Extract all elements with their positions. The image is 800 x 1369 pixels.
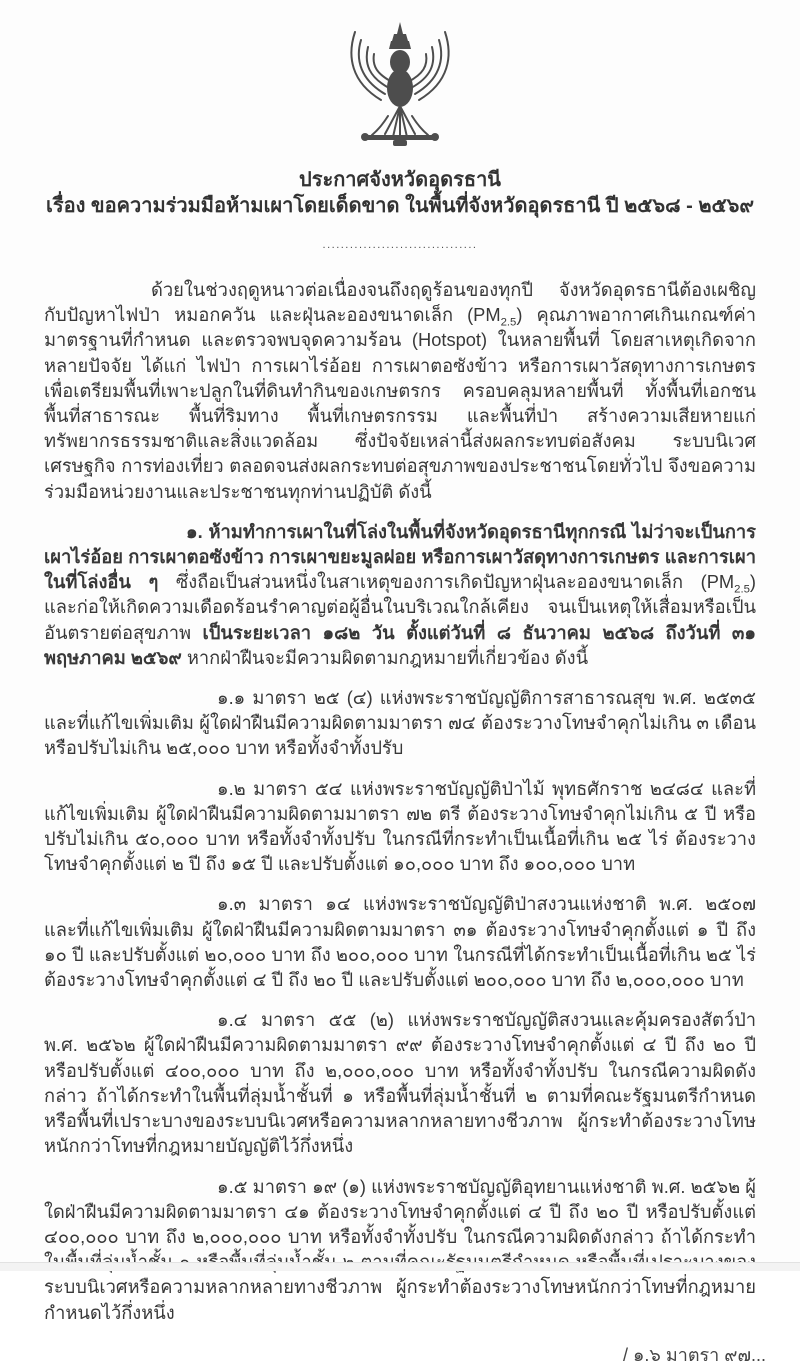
document-body	[0, 277, 800, 1325]
emblem-container	[0, 0, 800, 159]
dotted-separator: ..................................	[322, 239, 478, 251]
paragraph-item-1-2: ๑.๒ มาตรา ๕๔ แห่งพระราชบัญญัติป่าไม้ พุทธศักราช ๒๔๘๔ และที่แก้ไขเพิ่มเติม ผู้ใดฝ่าฝืนมีความผิดตามมาตรา ๗๒ ตรี ต้องระวางโทษจำคุกไม่เกิน ๕ ปี หรือปรับไม่เกิน ๕๐,๐๐๐ บาท หรือทั้งจำทั้งปรับ ในกรณีที่กระทำเป็นเนื้อที่เกิน ๒๕ ไร่ ต้องระวางโทษจำคุกตั้งแต่ ๒ ปี ถึง ๑๕ ปี และปรับตั้งแต่ ๑๐,๐๐๐ บาท ถึง ๑๐๐,๐๐๐ บาท	[44, 777, 756, 875]
paragraph-item-1-4: ๑.๔ มาตรา ๕๕ (๒) แห่งพระราชบัญญัติสงวนและคุ้มครองสัตว์ป่า พ.ศ. ๒๕๖๒ ผู้ใดฝ่าฝืนมีความผิดตามมาตรา ๙๙ ต้องระวางโทษจำคุกตั้งแต่ ๔ ปี ถึง ๒๐ ปี หรือปรับตั้งแต่ ๔๐๐,๐๐๐ บาท ถึง ๒,๐๐๐,๐๐๐ บาท หรือทั้งจำทั้งปรับ ในกรณีความผิดดังกล่าว ถ้าได้กระทำในพื้นที่ลุ่มน้ำชั้นที่ ๑ หรือพื้นที่ลุ่มน้ำชั้นที่ ๒ ตามที่คณะรัฐมนตรีกำหนด หรือพื้นที่เปราะบางของระบบนิเวศหรือความหลากหลายทางชีวภาพ ผู้กระทำต้องระวางโทษหนักกว่าโทษที่กฎหมายบัญญัติไว้กึ่งหนึ่ง	[44, 1009, 756, 1157]
garuda-emblem-icon	[341, 22, 459, 154]
paragraph-intro: ด้วยในช่วงฤดูหนาวต่อเนื่องจนถึงฤดูร้อนของทุกปี จังหวัดอุดรธานีต้องเผชิญกับปัญหาไฟป่า หมอกควัน และฝุ่นละอองขนาดเล็ก $(PM_{2.5})$ คุณภาพอากาศเกินเกณฑ์ค่ามาตรฐานที่กำหนด และตรวจพบจุดความร้อน (Hotspot) ในหลายพื้นที่ โดยสาเหตุเกิดจากหลายปัจจัย ได้แก่ ไฟป่า การเผาไร่อ้อย การเผาตอซังข้าว หรือการเผาวัสดุทางการเกษตรเพื่อเตรียมพื้นที่เพาะปลูกในที่ดินทำกินของเกษตรกร ครอบคลุมหลายพื้นที่ ทั้งพื้นที่เอกชน พื้นที่สาธารณะ พื้นที่ริมทาง พื้นที่เกษตรกรรม และพื้นที่ป่า สร้างความเสียหายแก่ทรัพยากรธรรมชาติและสิ่งแวดล้อม ซึ่งปัจจัยเหล่านี้ส่งผลกระทบต่อสังคม ระบบนิเวศ เศรษฐกิจ การท่องเที่ยว ตลอดจนส่งผลกระทบต่อสุขภาพของประชาชนโดยทั่วไป จึงขอความร่วมมือหน่วยงานและประชาชนทุกท่านปฏิบัติ ดังนี้	[44, 279, 756, 502]
paragraph-item-1-1: ๑.๑ มาตรา ๒๕ (๔) แห่งพระราชบัญญัติการสาธารณสุข พ.ศ. ๒๕๓๕ และที่แก้ไขเพิ่มเติม ผู้ใดฝ่าฝืนมีความผิดตามมาตรา ๗๔ ต้องระวางโทษจำคุกไม่เกิน ๓ เดือน หรือปรับไม่เกิน ๒๕,๐๐๐ บาท หรือทั้งจำทั้งปรับ	[44, 687, 756, 759]
scan-page-edge	[0, 1262, 800, 1271]
page-continuation-note: / ๑.๖ มาตรา ๙๗...	[622, 1344, 766, 1365]
paragraph-item-1-3: ๑.๓ มาตรา ๑๔ แห่งพระราชบัญญัติป่าสงวนแห่งชาติ พ.ศ. ๒๕๐๗ และที่แก้ไขเพิ่มเติม ผู้ใดฝ่าฝืนมีความผิดตามมาตรา ๓๑ ต้องระวางโทษจำคุกตั้งแต่ ๑ ปี ถึง ๑๐ ปี และปรับตั้งแต่ ๒๐,๐๐๐ บาท ถึง ๒๐๐,๐๐๐ บาท ในกรณีที่ได้กระทำเป็นเนื้อที่เกิน ๒๕ ไร่ ต้องระวางโทษจำคุกตั้งแต่ ๔ ปี ถึง ๒๐ ปี และปรับตั้งแต่ ๒๐๐,๐๐๐ บาท ถึง ๒,๐๐๐,๐๐๐ บาท	[44, 893, 756, 991]
paragraph-item-1-5: ๑.๕ มาตรา ๑๙ (๑) แห่งพระราชบัญญัติอุทยานแห่งชาติ พ.ศ. ๒๕๖๒ ผู้ใดฝ่าฝืนมีความผิดตามมาตรา ๔๑ ต้องระวางโทษจำคุกตั้งแต่ ๔ ปี ถึง ๒๐ ปี หรือปรับตั้งแต่ ๔๐๐,๐๐๐ บาท ถึง ๒,๐๐๐,๐๐๐ บาท หรือทั้งจำทั้งปรับ ในกรณีความผิดดังกล่าว ถ้าได้กระทำ ระบบนิเวศหรือความหลากหลายทางชีวภาพ ผู้กระทำต้องระวางโทษหนักกว่าโทษที่กฎหมายกำหนดไว้กึ่งหนึ่ง	[44, 1175, 756, 1323]
document-subject: เรื่อง ขอความร่วมมือห้ามเผาโดยเด็ดขาด ในพื้นที่จังหวัดอุดรธานี ปี ๒๕๖๘ - ๒๕๖๙	[46, 195, 754, 217]
document-title: ประกาศจังหวัดอุดรธานี	[299, 169, 501, 191]
paragraph-item-1: ๑. ห้ามทำการเผาในที่โล่งในพื้นที่จังหวัดอุดรธานีทุกกรณี ไม่ว่าจะเป็นการเผาไร่อ้อย การเผาตอซังข้าว การเผาขยะมูลฝอย หรือการเผาวัสดุทางการเกษตร และการเผาในที่โล่งอื่น ๆ ซึ่งถือเป็นส่วนหนึ่งในสาเหตุของการเกิดปัญหาฝุ่นละอองขนาดเล็ก $(PM_{2.5})$ และก่อให้เกิดความเดือดร้อนรำคาญต่อผู้อื่นในบริเวณใกล้เคียง จนเป็นเหตุให้เสื่อมหรือเป็นอันตรายต่อสุขภาพ เป็นระยะเวลา ๑๘๒ วัน ตั้งแต่วันที่ ๘ ธันวาคม ๒๕๖๘ ถึงวันที่ ๓๑ พฤษภาคม ๒๕๖๙ หากฝ่าฝืนจะมีความผิดตามกฎหมายที่เกี่ยวข้อง ดังนี้	[44, 520, 756, 668]
title-block	[0, 167, 800, 219]
